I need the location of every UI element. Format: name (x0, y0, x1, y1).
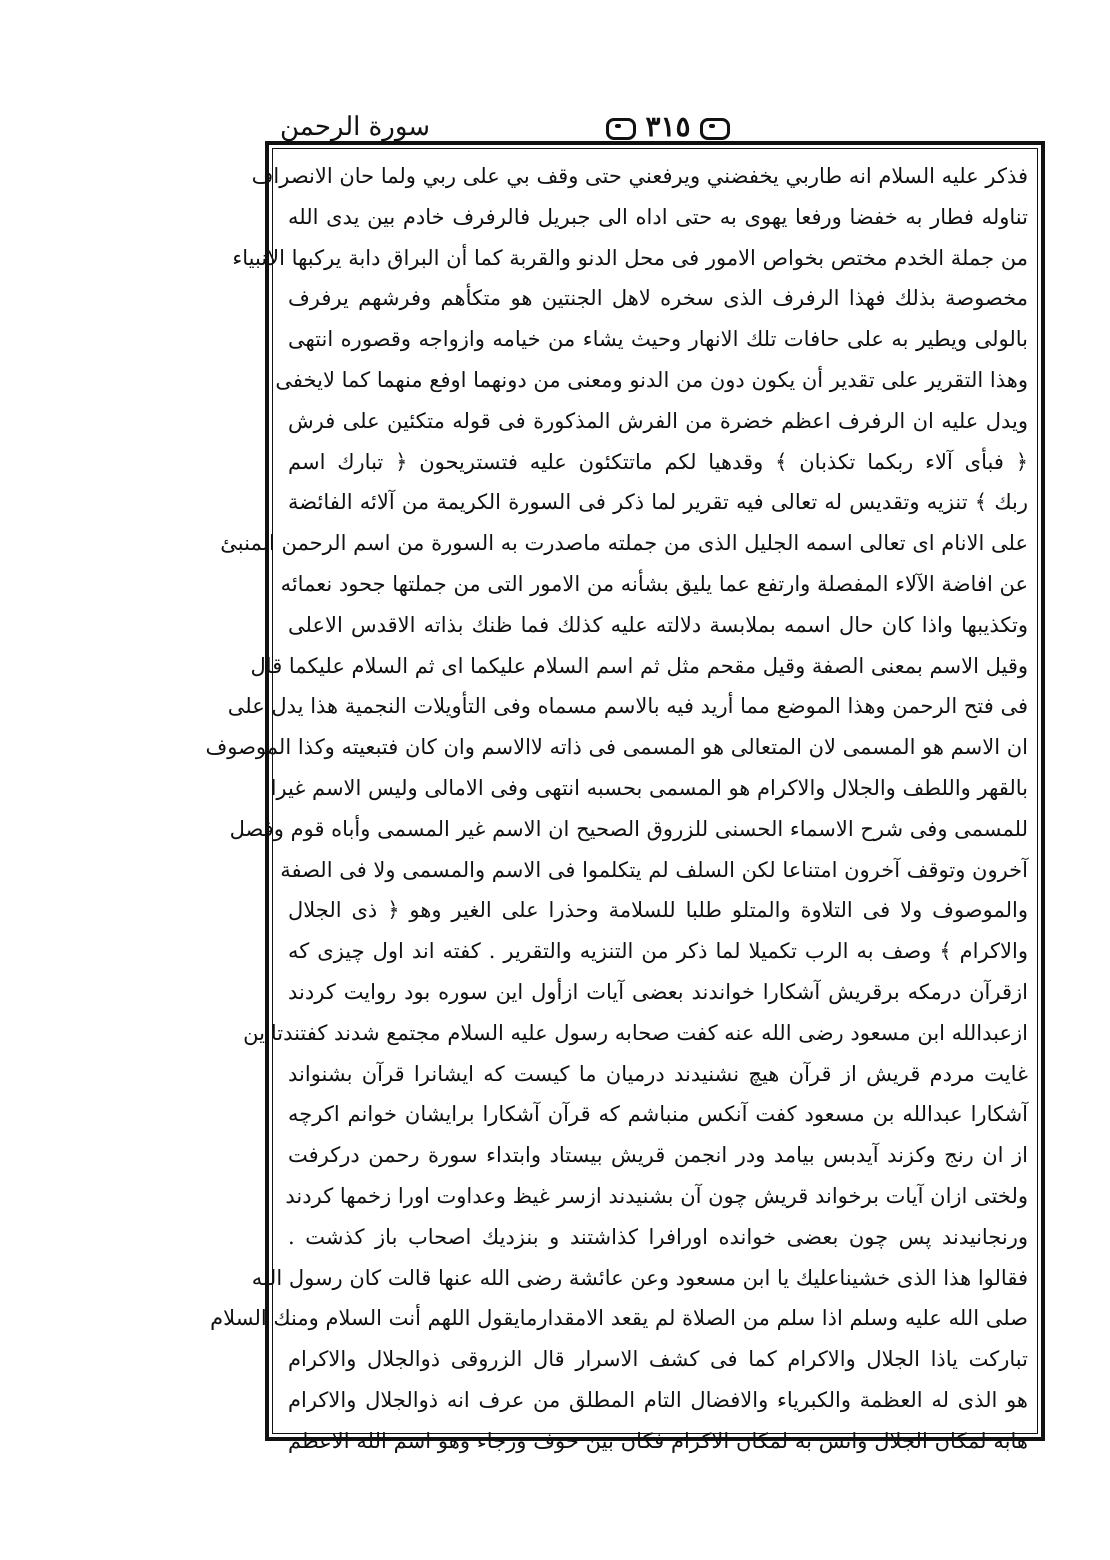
text-line: صلى الله عليه وسلم اذا سلم من الصلاة لم يقعد الامقدارمايقول اللهم أنت السلام ومنك السلام (210, 1306, 1028, 1331)
text-line: وهذا التقرير على تقدير أن يكون دون من الدنو ومعنى من دونهما اوفع منهما كما لايخفى (275, 367, 1028, 392)
text-line: فذكر عليه السلام انه طاربي يخفضني ويرفعني حتى وقف بي على ربي ولما حان الانصراف (251, 164, 1028, 188)
text-line: ربك ﴾ تنزيه وتقديس له تعالى فيه تقرير لما ذكر فى السورة الكريمة من آلائه الفائضة (288, 490, 1029, 515)
text-line: فقالوا هذا الذى خشيناعليك يا ابن مسعود وعن عائشة رضى الله عنها قالت كان رسول الله (251, 1265, 1028, 1290)
text-line: والموصوف ولا فى التلاوة والمتلو طلبا للسلامة وحذرا على الغير وهو ﴿ ذى الجلال (288, 898, 1028, 923)
text-line: آخرون وتوقف آخرون امتناعا لكن السلف لم يتكلموا فى الاسم والمسمى ولا فى الصفة (280, 857, 1028, 882)
text-line: بالقهر واللطف والجلال والاكرام هو المسمى بحسبه انتهى وفى الامالى وليس الاسم غيرا (270, 775, 1028, 800)
text-line: ورنجانيدند پس چون بعضى خوانده اورافرا كذاشتند و بنزديك اصحاب باز كذشت . (288, 1224, 1028, 1249)
text-line: والاكرام ﴾ وصف به الرب تكميلا لما ذكر من التنزيه والتقرير . كفته اند اول چيزى كه (288, 939, 1028, 964)
page-number: ٣١٥ (645, 110, 691, 143)
text-line: ويدل عليه ان الرفرف اعظم خضرة من الفرش المذكورة فى قوله متكئين على فرش (288, 408, 1028, 433)
text-line: عن افاضة الآلاء المفصلة وارتفع عما يليق بشأنه من الامور التى من جملتها جحود نعمائه (280, 571, 1028, 596)
text-line: وقيل الاسم بمعنى الصفة وقيل مقحم مثل ثم اسم السلام عليكما اى ثم السلام عليكما قال (250, 653, 1028, 678)
right-ornament-icon (700, 118, 730, 140)
text-line: ﴿ فبأى آلاء ربكما تكذبان ﴾ وقدهيا لكم ماتتكئون عليه فتستريحون ﴿ تبارك اسم (288, 449, 1028, 474)
text-line: هابه لمكان الجلال وانس به لمكان الاكرام فكان بين خوف ورجاء وهو اسم الله الاعظم (288, 1428, 1028, 1453)
text-line: ازقرآن درمكه برقريش آشكارا خواندند بعضى آيات ازأول اين سوره بود روايت كردند (288, 979, 1028, 1004)
text-line: ولختى ازان آيات برخواند قريش چون آن بشنيدند ازسر غيظ وعداوت اورا زخمها كردند (285, 1183, 1028, 1208)
body-text (205, 156, 1029, 1453)
text-line: تناوله فطار به خفضا ورفعا يهوى به حتى اداه الى جبريل فالرفرف خادم بين يدى الله (288, 204, 1028, 229)
text-line: تباركت ياذا الجلال والاكرام كما فى كشف الاسرار قال الزروقى ذوالجلال والاكرام (288, 1347, 1028, 1372)
page-header (268, 110, 1038, 152)
text-line: فى فتح الرحمن وهذا الموضع مما أريد فيه بالاسم مسماه وفى التأويلات النجمية هذا يدل على (227, 694, 1028, 719)
text-line: بالولى ويطير به على حافات تلك الانهار وحيث يشاء من خيامه وازواجه وقصوره انتهى (288, 327, 1028, 352)
text-line: على الانام اى تعالى اسمه الجليل الذى من جملته ماصدرت به السورة من اسم الرحمن المنبئ (220, 531, 1028, 556)
text-line: من جملة الخدم مختص بخواص الامور فى محل الدنو والقربة كما أن البراق دابة يركبها الانبياء (232, 245, 1028, 270)
text-line: از ان رنج وكزند آيدبس بيامد ودر انجمن قريش بيستاد وابتداء سورة رحمن دركرفت (288, 1143, 1028, 1168)
text-line: هو الذى له العظمة والكبرياء والافضال التام المطلق من عرف انه ذوالجلال والاكرام (288, 1387, 1028, 1412)
page-number-block (598, 110, 738, 143)
left-ornament-icon (606, 118, 636, 140)
text-line: آشكارا عبدالله بن مسعود كفت آنكس منباشم كه قرآن آشكارا برايشان خوانم اكرچه (288, 1102, 1028, 1127)
text-line: ان الاسم هو المسمى لان المتعالى هو المسمى فى ذاته لاالاسم وان كان فتبعيته وكذا الموصوف (205, 735, 1028, 760)
text-line: وتكذيبها واذا كان حال اسمه بملابسة دلالته عليه كذلك فما ظنك بذاته الاقدس الاعلى (288, 612, 1028, 637)
text-line: غايت مردم قريش از قرآن هيچ نشنيدند درميان ما كيست كه ايشانرا قرآن بشنواند (288, 1061, 1028, 1086)
text-line: مخصوصة بذلك فهذا الرفرف الذى سخره لاهل الجنتين هو متكأهم وفرشهم يرفرف (288, 286, 1028, 311)
text-line: للمسمى وفى شرح الاسماء الحسنى للزروق الصحيح ان الاسم غير المسمى وأباه قوم وفصل (229, 816, 1028, 841)
text-line: ازعبدالله ابن مسعود رضى الله عنه كفت صحابه رسول عليه السلام مجتمع شدند كفتندتااين (243, 1020, 1028, 1045)
surah-title: سورة الرحمن (280, 112, 431, 142)
